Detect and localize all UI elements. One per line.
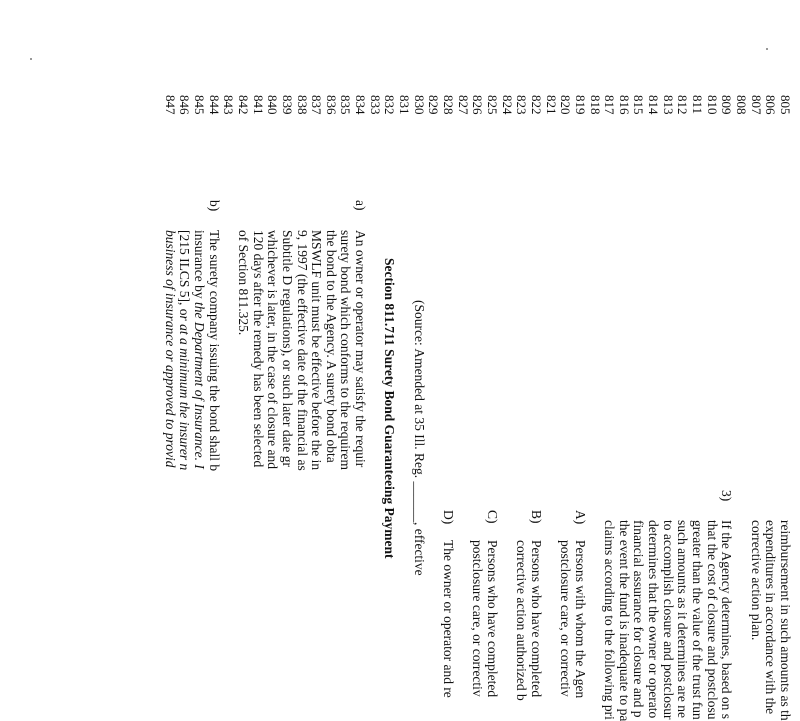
line-number: 813 xyxy=(660,95,676,115)
list-marker: C) xyxy=(485,510,500,524)
line-text: of Section 811.325. xyxy=(235,230,251,336)
line-number: 835 xyxy=(338,95,354,115)
line-number: 805 xyxy=(778,95,793,115)
line-text: Persons who have completed xyxy=(528,540,544,698)
line-number: 824 xyxy=(499,95,515,115)
line-text: Subtitle D regulations), or such later date gr xyxy=(279,230,295,467)
line-number: 847 xyxy=(162,95,178,115)
line-text: the event the fund is inadequate to pa xyxy=(616,520,632,721)
line-number: 815 xyxy=(631,95,647,115)
line-number: 845 xyxy=(192,95,207,115)
line-number: 826 xyxy=(470,95,486,115)
line-text: the bond to the Agency. A surety bond obta xyxy=(323,230,339,463)
line-text: determines that the owner or operato xyxy=(646,520,662,719)
line-number: 808 xyxy=(734,95,750,115)
line-number: 822 xyxy=(528,95,544,115)
line-text: business of insurance or approved to provid xyxy=(162,230,178,468)
line-text: MSWLF unit must be effective before the in xyxy=(309,230,325,471)
line-text: postclosure care, or correctiv xyxy=(558,540,574,697)
line-number: 843 xyxy=(221,95,237,115)
line-text: financial assurance for closure and p xyxy=(631,520,647,718)
list-marker: b) xyxy=(206,200,222,212)
line-number: 837 xyxy=(309,95,325,115)
line-number: 840 xyxy=(265,95,281,115)
line-number: 836 xyxy=(323,95,339,115)
line-number: 823 xyxy=(514,95,530,115)
line-number: 821 xyxy=(543,95,559,115)
line-text: 9, 1997 (the effective date of the financial as xyxy=(294,230,310,471)
line-text: The owner or operator and re xyxy=(441,540,457,698)
line-number: 810 xyxy=(704,95,720,115)
line-number: 830 xyxy=(411,95,427,115)
line-text: surety bond which conforms to the requirem xyxy=(338,230,354,470)
line-number: 816 xyxy=(616,95,632,115)
list-marker: B) xyxy=(528,510,544,524)
line-number: 834 xyxy=(353,95,369,115)
line-text: such amounts as it determines are ne xyxy=(675,520,691,718)
line-text: Persons with whom the Agen xyxy=(572,540,588,699)
line-text: [215 ILCS 5], or at a minimum the insurer n xyxy=(177,230,193,471)
list-marker: A) xyxy=(572,510,588,525)
line-number: 817 xyxy=(602,95,618,115)
line-number: 807 xyxy=(748,95,764,115)
line-number: 831 xyxy=(397,95,413,115)
line-number: 841 xyxy=(250,95,266,115)
line-number: 811 xyxy=(690,95,706,115)
line-text: postclosure care, or correctiv xyxy=(470,540,486,697)
line-number: 829 xyxy=(426,95,442,115)
line-number: 812 xyxy=(675,95,691,115)
line-number: 827 xyxy=(455,95,471,115)
list-marker: a) xyxy=(353,200,369,211)
line-number: 814 xyxy=(646,95,662,115)
section-heading: Section 811.711 Surety Bond Guaranteeing Payment xyxy=(382,258,398,559)
scan-speck xyxy=(30,58,32,60)
line-text: Persons who have completed xyxy=(485,540,500,698)
line-number: 833 xyxy=(367,95,383,115)
line-text: corrective action authorized b xyxy=(514,540,530,701)
line-number: 842 xyxy=(235,95,251,115)
line-text: If the Agency determines, based on s xyxy=(719,520,735,720)
line-number: 825 xyxy=(485,95,500,115)
line-number: 846 xyxy=(177,95,193,115)
line-text: reimbursement in such amounts as th xyxy=(778,520,793,721)
line-text: claims according to the following pri xyxy=(602,520,618,720)
line-number: 820 xyxy=(558,95,574,115)
line-text: expenditures in accordance with the xyxy=(763,520,779,715)
line-number: 806 xyxy=(763,95,779,115)
list-marker: 3) xyxy=(719,490,735,502)
line-text: to accomplish closure and postclosur xyxy=(660,520,676,720)
line-number: 839 xyxy=(279,95,295,115)
line-text: corrective action plan. xyxy=(748,520,764,641)
scan-speck xyxy=(766,48,768,50)
list-marker: D) xyxy=(441,510,457,525)
line-text: 120 days after the remedy has been selected xyxy=(250,230,266,468)
line-text: whichever is later, in the case of closure and xyxy=(265,230,281,469)
line-text: An owner or operator may satisfy the requir xyxy=(353,230,369,468)
line-text: insurance by the Department of Insurance. I xyxy=(192,230,207,469)
line-number: 844 xyxy=(206,95,222,115)
line-text: that the cost of closure and postclosu xyxy=(704,520,720,720)
line-number: 819 xyxy=(572,95,588,115)
line-number: 832 xyxy=(382,95,398,115)
line-number: 818 xyxy=(587,95,603,115)
line-text: (Source: Amended at 35 Ill. Reg. ______, effective xyxy=(411,300,427,576)
line-text: greater than the value of the trust fun xyxy=(690,520,706,720)
line-number: 838 xyxy=(294,95,310,115)
line-text: The surety company issuing the bond shall b xyxy=(206,230,222,472)
line-number: 809 xyxy=(719,95,735,115)
line-number: 828 xyxy=(441,95,457,115)
